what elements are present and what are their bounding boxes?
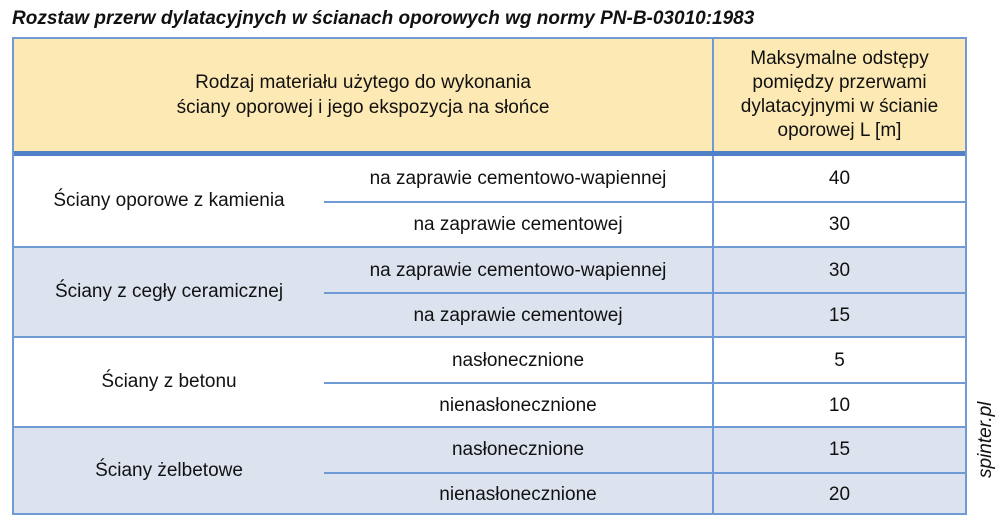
table-group-concrete [14, 336, 965, 426]
header-spacing-line1: Maksymalne odstępy [750, 48, 929, 69]
row-description: nasłonecznione [451, 439, 585, 460]
row-description: na zaprawie cementowej [413, 304, 623, 326]
group-label: Ściany z cegły ceramicznej [54, 281, 284, 302]
table-row [324, 338, 965, 383]
header-spacing-line4: oporowej L [m] [777, 120, 902, 141]
header-spacing-line2: pomiędzy przerwami [752, 72, 927, 93]
row-description: na zaprawie cementowo-wapiennej [369, 259, 667, 281]
table-row [324, 248, 965, 293]
table-row [324, 382, 965, 427]
header-spacing-line3: dylatacyjnymi w ścianie [740, 96, 939, 117]
row-value: 15 [712, 294, 965, 337]
group-label: Ściany z betonu [101, 371, 237, 392]
table-group-stone [14, 156, 965, 246]
row-value: 5 [712, 338, 965, 383]
header-material-column [14, 39, 712, 151]
table-row [324, 201, 965, 246]
header-material-line2: ściany oporowej i jego ekspozycja na słońce [176, 97, 550, 118]
row-description: nienasłonecznione [439, 394, 597, 416]
row-value: 15 [712, 428, 965, 472]
header-spacing-column [712, 39, 965, 151]
table-group-brick [14, 246, 965, 336]
row-value: 40 [712, 156, 965, 201]
page-title: Rozstaw przerw dylatacyjnych w ścianach oporowych wg normy PN-B-03010:1983 [12, 8, 755, 29]
row-value: 10 [712, 384, 965, 427]
table-row [324, 428, 965, 472]
row-description: nienasłonecznione [439, 483, 597, 505]
table-group-reinforced-concrete [14, 426, 965, 513]
watermark: spinter.pl [975, 401, 996, 478]
row-description: na zaprawie cementowo-wapiennej [369, 167, 667, 189]
group-label: Ściany żelbetowe [95, 459, 243, 481]
row-value: 30 [712, 248, 965, 293]
table-row [324, 472, 965, 515]
row-description: na zaprawie cementowej [413, 213, 623, 235]
row-description: nasłonecznione [451, 349, 585, 371]
header-material-line1: Rodzaj materiału użytego do wykonania [195, 72, 531, 93]
table-row [324, 156, 965, 201]
table-header [14, 39, 965, 156]
expansion-joints-table [12, 37, 967, 515]
table-row [324, 292, 965, 337]
row-value: 30 [712, 203, 965, 246]
group-label: Ściany oporowe z kamienia [53, 190, 285, 211]
row-value: 20 [712, 474, 965, 515]
